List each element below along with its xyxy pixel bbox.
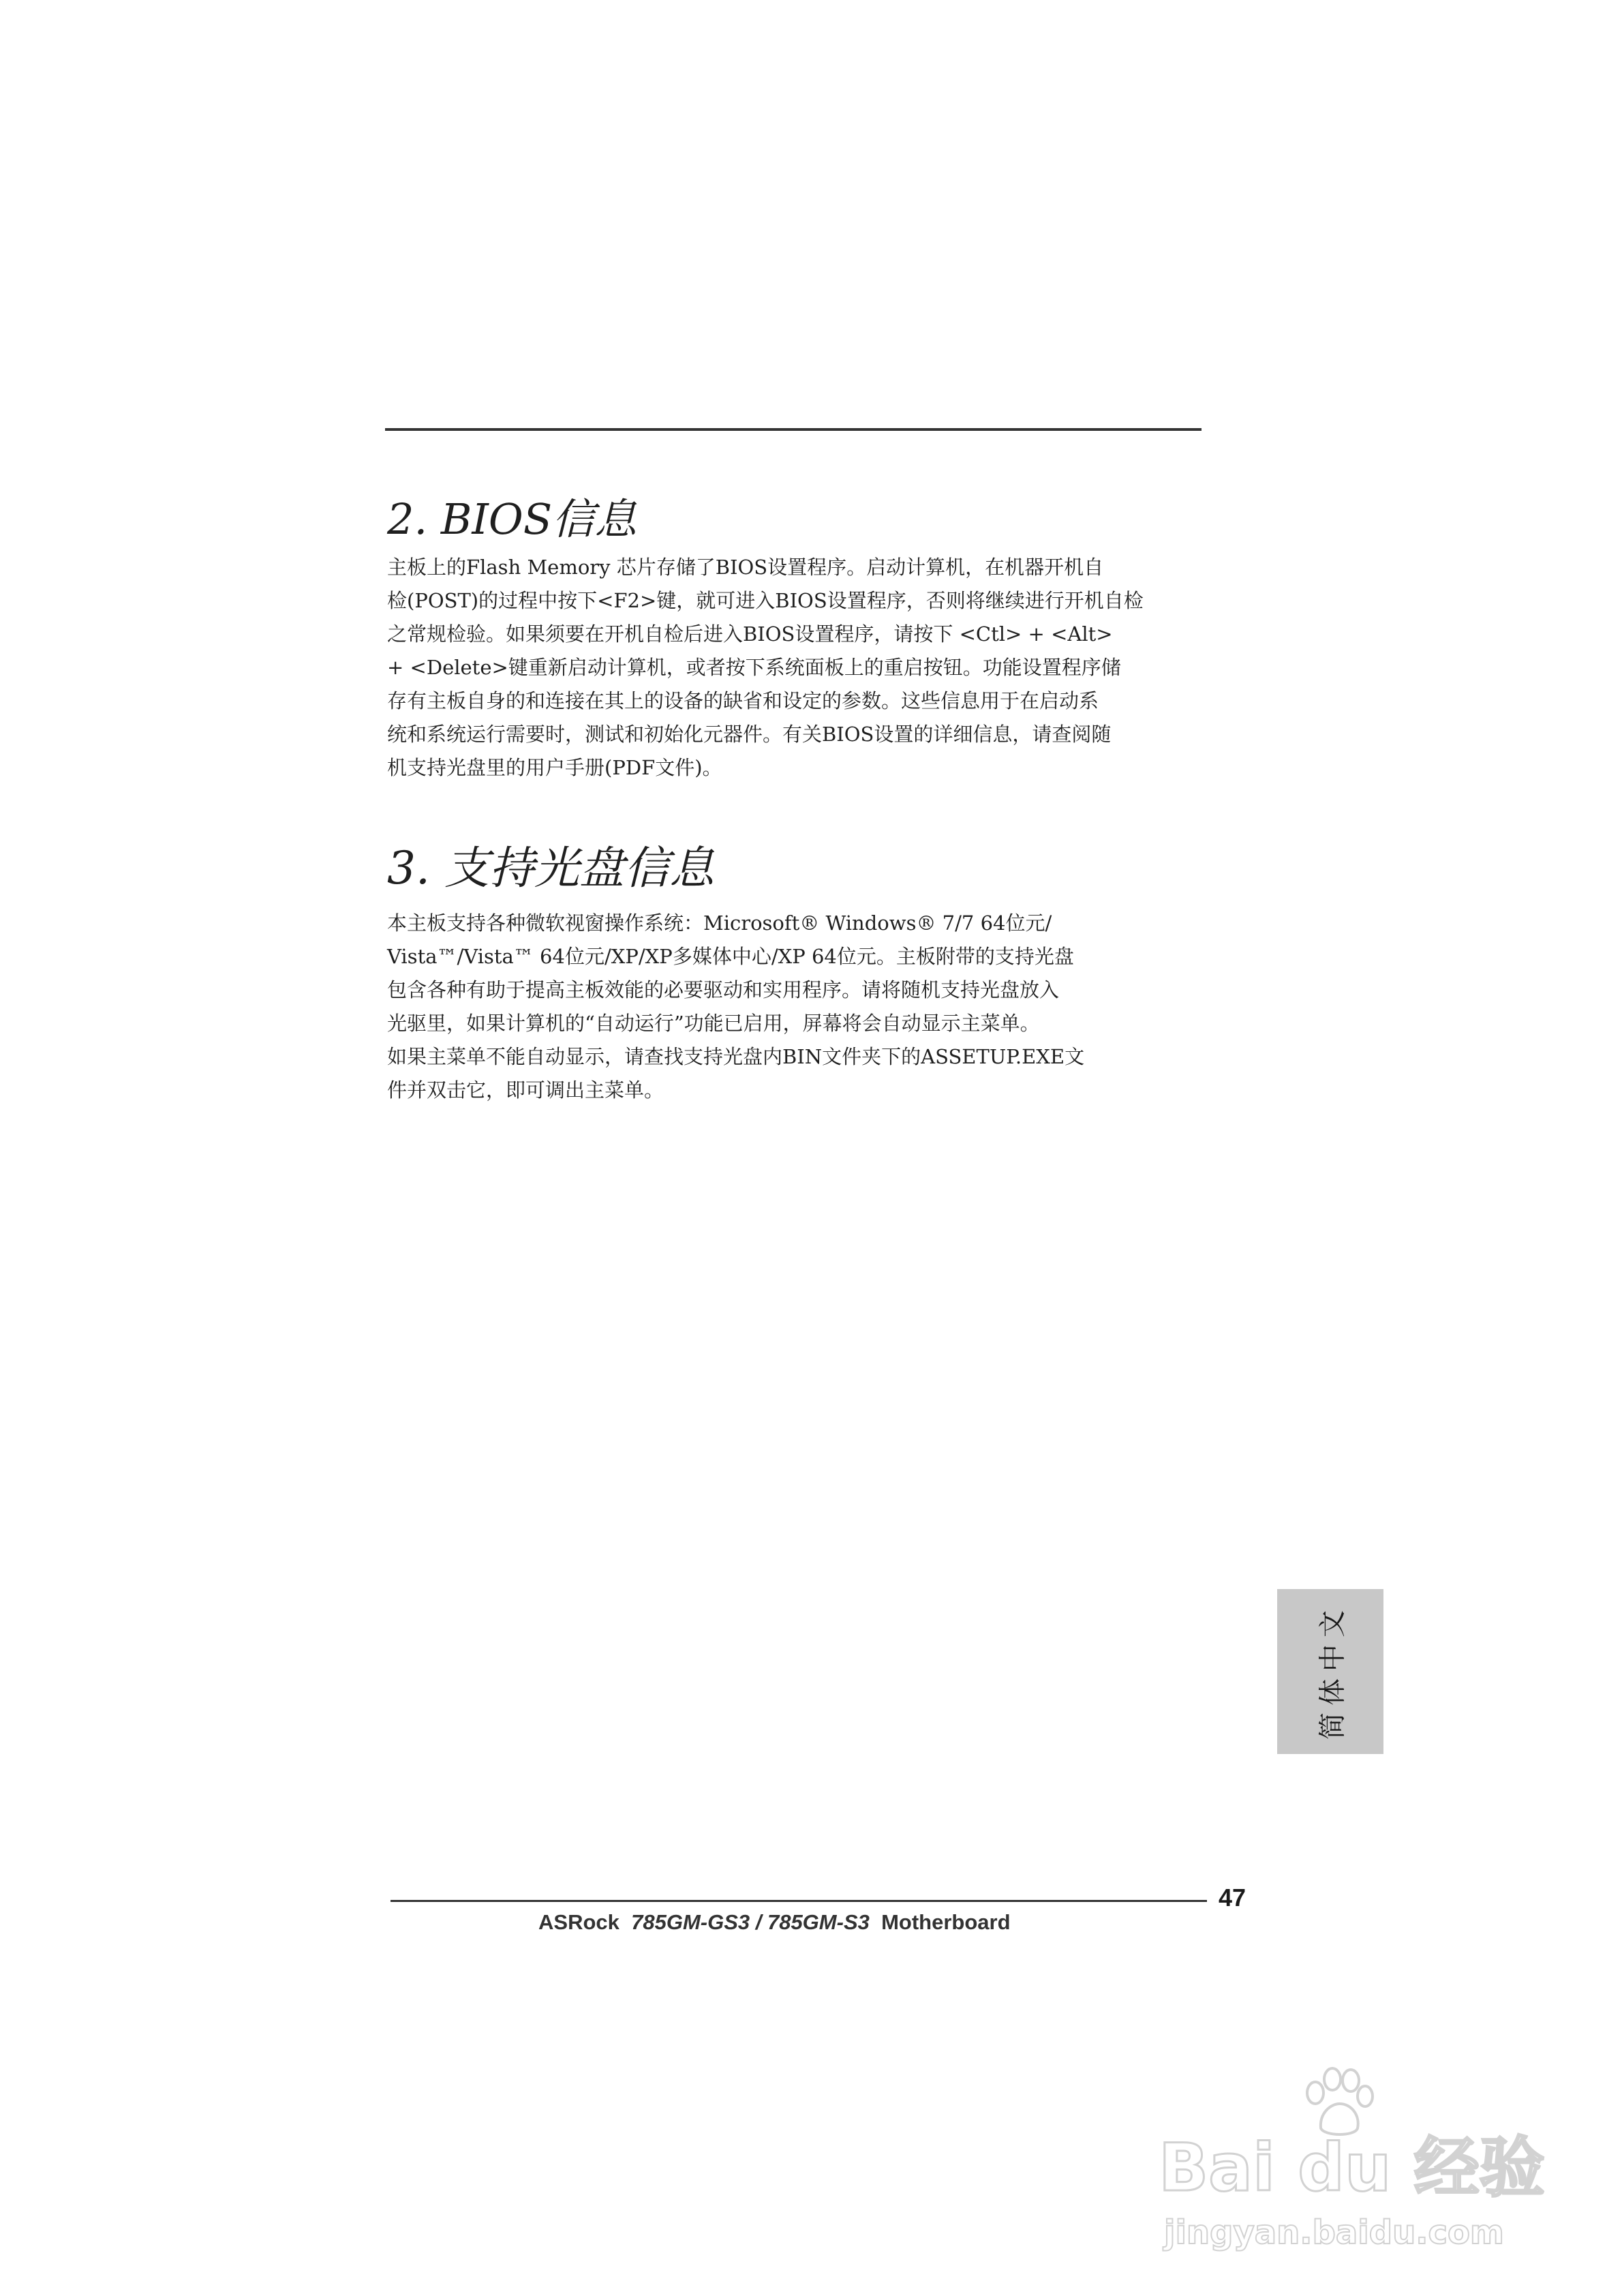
paragraph-line: + <Delete>键重新启动计算机，或者按下系统面板上的重启按钮。功能设置程序储 [387, 656, 1121, 679]
bios-info-paragraph [387, 551, 1144, 785]
language-tab-label: 简体中文 [1317, 1603, 1349, 1740]
watermark-logo-text: Bai du 经验 [1159, 2130, 1545, 2206]
paragraph-line: 存有主板自身的和连接在其上的设备的缺省和设定的参数。这些信息用于在启动系 [387, 689, 1099, 712]
paragraph-line: 件并双击它，即可调出主菜单。 [387, 1078, 664, 1102]
bottom-divider [391, 1900, 1207, 1902]
baidu-jingyan-watermark [1152, 2066, 1545, 2270]
language-side-tab [1277, 1589, 1383, 1754]
paragraph-line: 主板上的Flash Memory 芯片存储了BIOS设置程序。启动计算机，在机器开机自 [387, 556, 1104, 579]
support-cd-paragraph [387, 907, 1084, 1107]
paragraph-line: 检(POST)的过程中按下<F2>键，就可进入BIOS设置程序，否则将继续进行开机自检 [387, 589, 1144, 612]
paragraph-line: 光驱里，如果计算机的“自动运行”功能已启用，屏幕将会自动显示主菜单。 [387, 1012, 1040, 1035]
paragraph-line: 统和系统运行需要时，测试和初始化元器件。有关BIOS设置的详细信息，请查阅随 [387, 723, 1112, 746]
section-title-support-cd-info: 3. 支持光盘信息 [387, 842, 714, 894]
paragraph-line: 之常规检验。如果须要在开机自检后进入BIOS设置程序，请按下 <Ctl> + <Alt> [387, 622, 1113, 646]
watermark-url: jingyan.baidu.com [1164, 2214, 1504, 2252]
section-title-bios-info: 2. BIOS信息 [387, 494, 637, 544]
footer-caption [538, 1909, 1011, 1936]
paragraph-line: Vista™/Vista™ 64位元/XP/XP多媒体中心/XP 64位元。主板附带的支持光盘 [387, 945, 1074, 968]
footer-model: 785GM-GS3 / 785GM-S3 [631, 1910, 870, 1934]
page-number: 47 [1219, 1884, 1246, 1912]
paragraph-line: 如果主菜单不能自动显示，请查找支持光盘内BIN文件夹下的ASSETUP.EXE文 [387, 1045, 1085, 1068]
footer-suffix: Motherboard [881, 1910, 1011, 1934]
paragraph-line: 包含各种有助于提高主板效能的必要驱动和实用程序。请将随机支持光盘放入 [387, 978, 1060, 1001]
footer-brand: ASRock [538, 1910, 619, 1934]
top-divider [385, 428, 1202, 431]
paragraph-line: 机支持光盘里的用户手册(PDF文件)。 [387, 756, 722, 779]
paragraph-line: 本主板支持各种微软视窗操作系统：Microsoft® Windows® 7/7 64位元/ [387, 911, 1052, 935]
